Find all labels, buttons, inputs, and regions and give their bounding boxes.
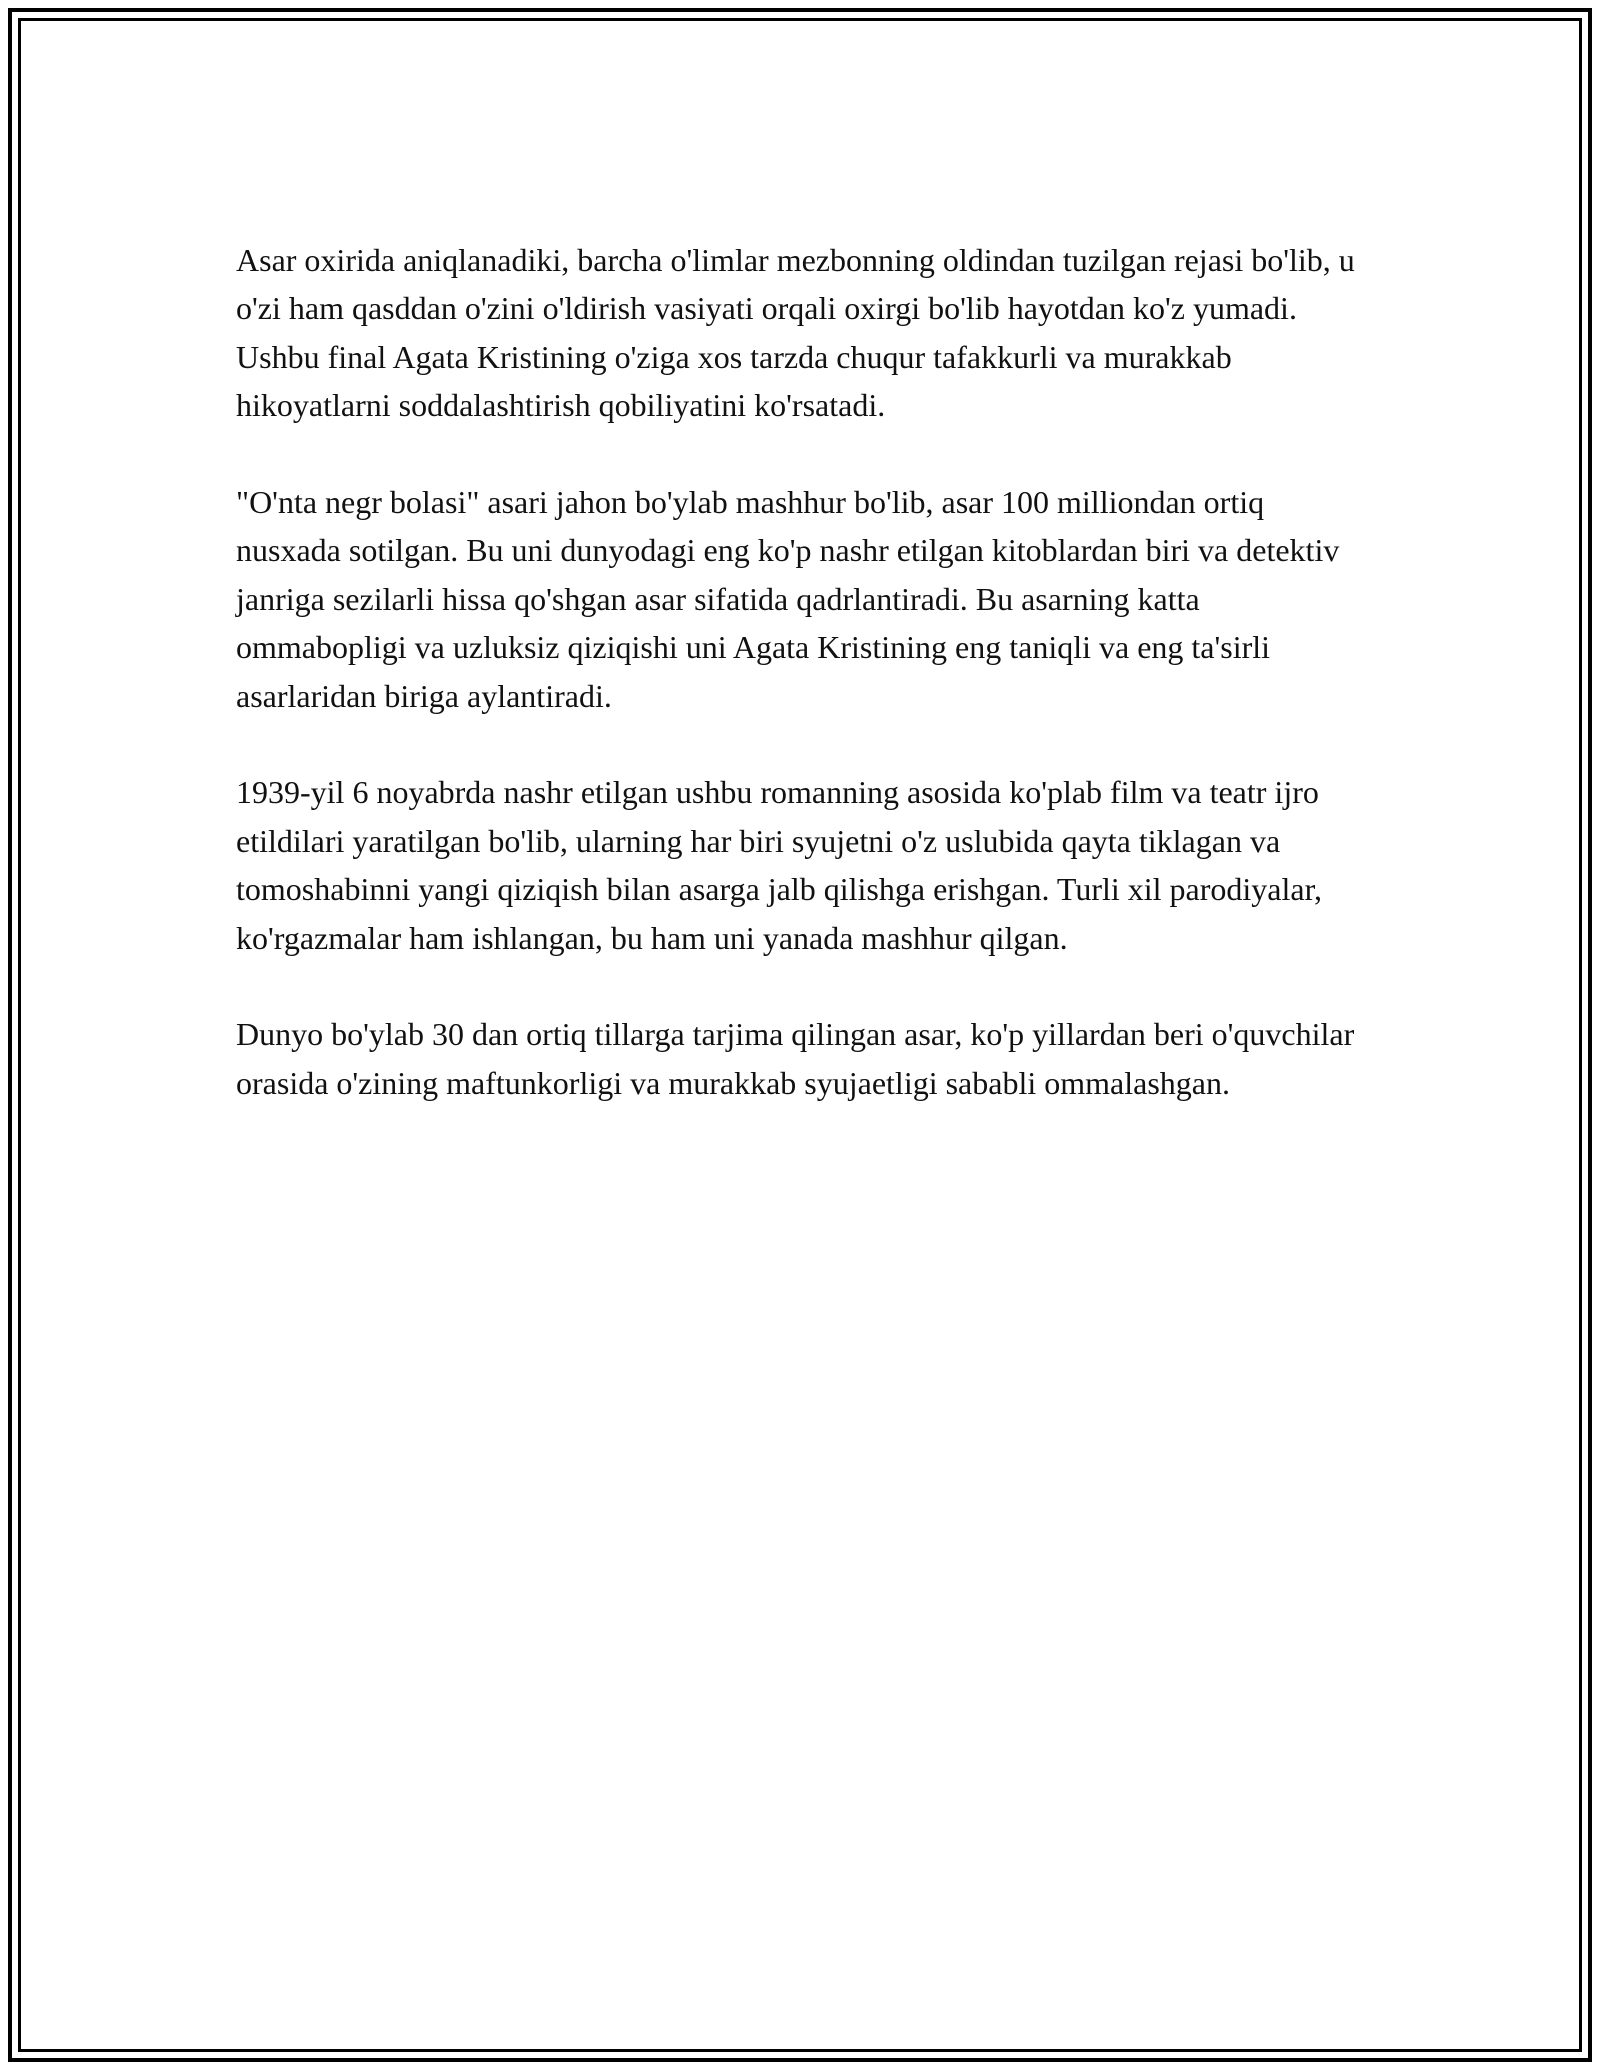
paragraph-2: "O'nta negr bolasi" asari jahon bo'ylab mashhur bo'lib, asar 100 milliondan ortiq nusxada sotilgan. Bu uni dunyodagi eng ko'p nashr etilgan kitoblardan biri va detektiv janriga sezilarli hissa qo'shgan asar sifatida qadrlantiradi. Bu asarning katta ommabopligi va uzluksiz qiziqishi uni Agata Kristining eng taniqli va eng ta'sirli asarlaridan biriga aylantiradi. <box>236 484 1340 714</box>
paragraph-3: 1939-yil 6 noyabrda nashr etilgan ushbu romanning asosida ko'plab film va teatr ijro etildilari yaratilgan bo'lib, ularning har biri syujetni o'z uslubida qayta tiklagan va tomoshabinni yangi qiziqish bilan asarga jalb qilishga erishgan. Turli xil parodiyalar, ko'rgazmalar ham ishlangan, bu ham uni yanada mashhur qilgan. <box>236 774 1322 956</box>
paragraph-4: Dunyo bo'ylab 30 dan ortiq tillarga tarjima qilingan asar, ko'p yillardan beri o'quvchilar orasida o'zining maftunkorligi va murakkab syujaetligi sababli ommalashgan. <box>236 1016 1355 1101</box>
document-body <box>236 236 1376 1156</box>
paragraph-1: Asar oxirida aniqlanadiki, barcha o'limlar mezbonning oldindan tuzilgan rejasi bo'lib, u o'zi ham qasddan o'zini o'ldirish vasiyati orqali oxirgi bo'lib hayotdan ko'z yumadi. Ushbu final Agata Kristining o'ziga xos tarzda chuqur tafakkurli va murakkab hikoyatlarni soddalashtirish qobiliyatini ko'rsatadi. <box>236 242 1355 424</box>
